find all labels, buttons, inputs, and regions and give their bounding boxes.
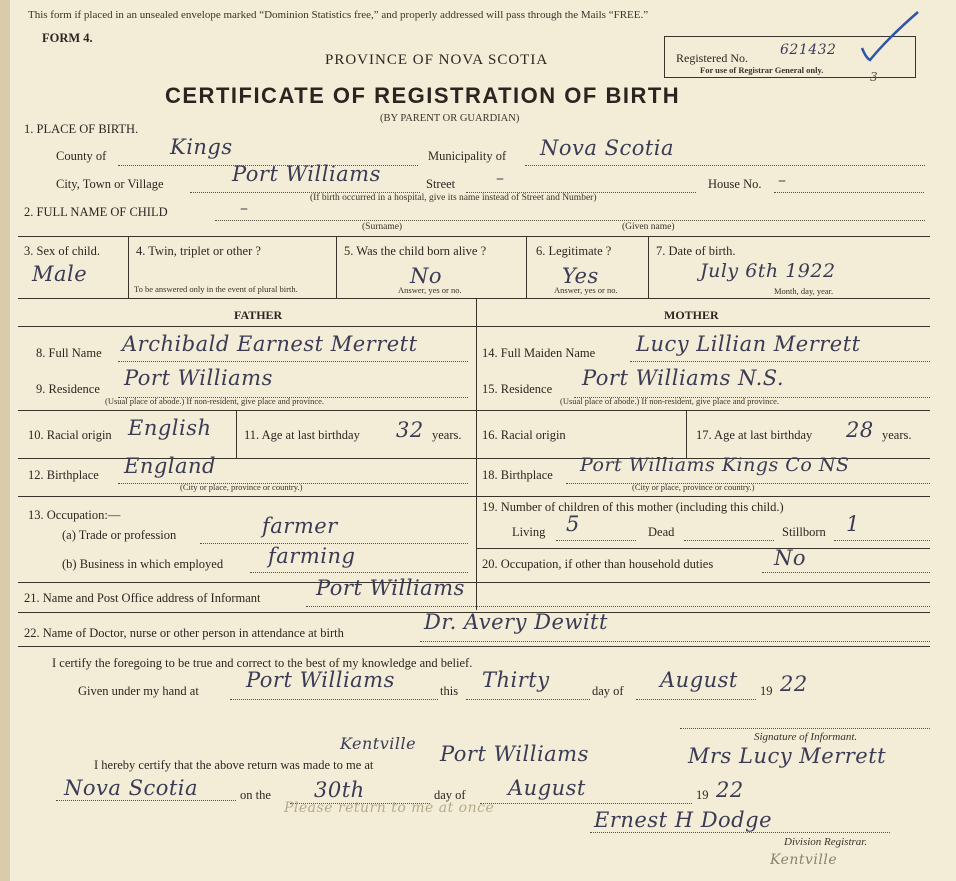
living-value: 5 [566, 512, 580, 536]
legit-note: Answer, yes or no. [554, 285, 618, 295]
trade-label: (a) Trade or profession [62, 528, 177, 542]
father-racial-value: English [128, 416, 212, 440]
informant-line [306, 606, 930, 607]
mother-heading: MOTHER [664, 308, 719, 322]
informant-signature: Mrs Lucy Merrett [688, 744, 887, 768]
rule-certification [18, 646, 930, 647]
registrar-signature: Ernest H Dodge [594, 808, 772, 832]
day-value: Thirty [482, 668, 550, 692]
mother-age-label: 17. Age at last birthday [696, 428, 813, 442]
province-line [56, 800, 236, 801]
twin-label: 4. Twin, triplet or other ? [136, 244, 261, 258]
mother-name-value: Lucy Lillian Merrett [636, 332, 861, 356]
children-label: 19. Number of children of this mother (including this child.) [482, 500, 784, 514]
dob-note: Month, day, year. [774, 286, 834, 296]
living-line [556, 540, 636, 541]
alive-label: 5. Was the child born alive ? [344, 244, 487, 258]
hospital-note: (If birth occurred in a hospital, give its name instead of Street and Number) [310, 193, 597, 203]
mother-birthplace-value: Port Williams Kings Co NS [580, 454, 850, 476]
dob-label: 7. Date of birth. [656, 244, 736, 258]
mother-name-line [630, 361, 930, 362]
rule-top-details [18, 236, 930, 237]
given-label: Given under my hand at [78, 684, 199, 698]
city-label: City, Town or Village [56, 177, 164, 191]
on-day: 30th [314, 778, 365, 802]
mother-residence-value: Port Williams N.S. [582, 366, 785, 390]
mother-occupation-label: 20. Occupation, if other than household duties [482, 557, 714, 571]
month-value: August [660, 668, 738, 692]
form-number: FORM 4. [42, 31, 93, 45]
mother-racial-divider [686, 410, 687, 458]
rule-bottom-details [18, 298, 930, 299]
informant-value: Port Williams [316, 576, 465, 600]
rule-mother-occupation [476, 548, 930, 549]
blue-check-mark [858, 8, 922, 68]
day-line [466, 699, 590, 700]
year-value: 22 [780, 672, 808, 696]
stillborn-line [834, 540, 930, 541]
registrar-text: I hereby certify that the above return was made to me at [94, 758, 374, 772]
registered-number: 621432 [780, 42, 837, 58]
bottom-place: Kentville [770, 852, 838, 868]
given-name-note: (Given name) [622, 222, 675, 232]
father-age-label: 11. Age at last birthday [244, 428, 360, 442]
father-birthplace-value: England [124, 454, 217, 478]
mother-age-unit: years. [882, 428, 912, 442]
day-of-label-2: day of [434, 788, 466, 802]
father-name-line [118, 361, 468, 362]
legit-label: 6. Legitimate ? [536, 244, 612, 258]
child-name-line [215, 220, 925, 221]
father-birthplace-label: 12. Birthplace [28, 468, 99, 482]
father-birthplace-note: (City or place, province or country.) [180, 482, 303, 492]
child-name-label: 2. FULL NAME OF CHILD [24, 205, 168, 219]
faint-note: Please return to me at once [284, 800, 495, 816]
corner-mark: 3 [870, 70, 879, 84]
father-age-unit: years. [432, 428, 462, 442]
street-value: – [496, 168, 505, 187]
month-line [636, 699, 756, 700]
municipality-line [525, 165, 925, 166]
year2-value: 22 [716, 778, 744, 802]
rule-occupation [18, 496, 930, 497]
registrar-place: Port Williams [440, 742, 589, 766]
county-label: County of [56, 149, 107, 163]
registered-label: Registered No. [676, 51, 748, 65]
child-name-value: – [240, 198, 249, 217]
parent-divider [476, 298, 477, 610]
on-month-line [480, 803, 692, 804]
place-of-birth-label: 1. PLACE OF BIRTH. [24, 122, 139, 136]
stillborn-label: Stillborn [782, 525, 826, 539]
rule-informant [18, 582, 930, 583]
province-value: Nova Scotia [64, 776, 199, 800]
dead-line [684, 540, 774, 541]
sex-value: Male [32, 262, 88, 286]
top-notice: This form if placed in an unsealed envelope marked “Dominion Statistics free,” and properly addressed will pass through the Mails “FREE.” [28, 9, 649, 21]
municipality-label: Municipality of [428, 149, 507, 163]
year2-prefix: 19 [696, 788, 709, 802]
informant-signature-line [680, 728, 930, 729]
house-label: House No. [708, 177, 762, 191]
this-label: this [440, 684, 459, 698]
father-heading: FATHER [234, 308, 283, 322]
father-racial-label: 10. Racial origin [28, 428, 112, 442]
divider-2 [336, 236, 337, 298]
occupation-label: 13. Occupation:— [28, 508, 121, 522]
certificate-subtitle: (BY PARENT OR GUARDIAN) [380, 113, 520, 124]
registrar-place-above: Kentville [340, 734, 417, 753]
mother-age-value: 28 [846, 418, 874, 442]
mother-racial-label: 16. Racial origin [482, 428, 566, 442]
day-of-label: day of [592, 684, 624, 698]
father-residence-label: 9. Residence [36, 382, 100, 396]
mother-residence-note: (Usual place of abode.) If non-resident, give place and province. [560, 396, 780, 406]
division-registrar-label: Division Registrar. [784, 836, 868, 848]
informant-label: 21. Name and Post Office address of Informant [24, 591, 261, 605]
page-edge [0, 0, 10, 881]
rule-parents [18, 326, 930, 327]
alive-value: No [410, 264, 443, 288]
stillborn-value: 1 [846, 512, 860, 536]
mother-birthplace-note: (City or place, province or country.) [632, 482, 755, 492]
mother-occupation-line [762, 572, 930, 573]
doctor-label: 22. Name of Doctor, nurse or other person in attendance at birth [24, 626, 344, 640]
divider-3 [526, 236, 527, 298]
mother-birthplace-label: 18. Birthplace [482, 468, 553, 482]
street-label: Street [426, 177, 456, 191]
dob-value: July 6th 1922 [700, 260, 836, 282]
mother-name-label: 14. Full Maiden Name [482, 346, 596, 360]
business-label: (b) Business in which employed [62, 557, 224, 571]
registrar-note: For use of Registrar General only. [700, 65, 824, 75]
county-value: Kings [170, 135, 233, 159]
on-month: August [508, 776, 586, 800]
municipality-value: Nova Scotia [540, 136, 675, 160]
trade-value: farmer [262, 514, 338, 538]
house-value: – [778, 170, 787, 189]
rule-racial [18, 410, 930, 411]
signature-informant-label: Signature of Informant. [754, 731, 858, 743]
mother-occupation-value: No [774, 546, 807, 570]
doctor-value: Dr. Avery Dewitt [424, 610, 608, 634]
province-heading: PROVINCE OF NOVA SCOTIA [325, 52, 549, 68]
mother-residence-label: 15. Residence [482, 382, 553, 396]
alive-note: Answer, yes or no. [398, 285, 462, 295]
certify-text: I certify the foregoing to be true and correct to the best of my knowledge and belief. [52, 656, 473, 670]
surname-note: (Surname) [362, 222, 403, 232]
father-racial-divider [236, 410, 237, 458]
certificate-title: CERTIFICATE OF REGISTRATION OF BIRTH [165, 83, 681, 108]
father-name-label: 8. Full Name [36, 346, 102, 360]
given-place: Port Williams [246, 668, 395, 692]
year-prefix: 19 [760, 684, 773, 698]
twin-note: To be answered only in the event of plural birth. [134, 284, 298, 294]
business-value: farming [268, 544, 356, 568]
on-label: on the [240, 788, 271, 802]
sex-label: 3. Sex of child. [24, 244, 101, 258]
living-label: Living [512, 525, 546, 539]
business-line [250, 572, 468, 573]
legit-value: Yes [562, 264, 599, 288]
father-residence-value: Port Williams [124, 366, 273, 390]
dead-label: Dead [648, 525, 675, 539]
city-value: Port Williams [232, 162, 381, 186]
father-name-value: Archibald Earnest Merrett [122, 332, 418, 356]
divider-4 [648, 236, 649, 298]
given-place-line [230, 699, 438, 700]
father-age-value: 32 [396, 418, 424, 442]
house-line [774, 192, 924, 193]
doctor-line [420, 641, 930, 642]
registrar-signature-line [590, 832, 890, 833]
father-residence-note: (Usual place of abode.) If non-resident, give place and province. [105, 396, 325, 406]
divider-1 [128, 236, 129, 298]
